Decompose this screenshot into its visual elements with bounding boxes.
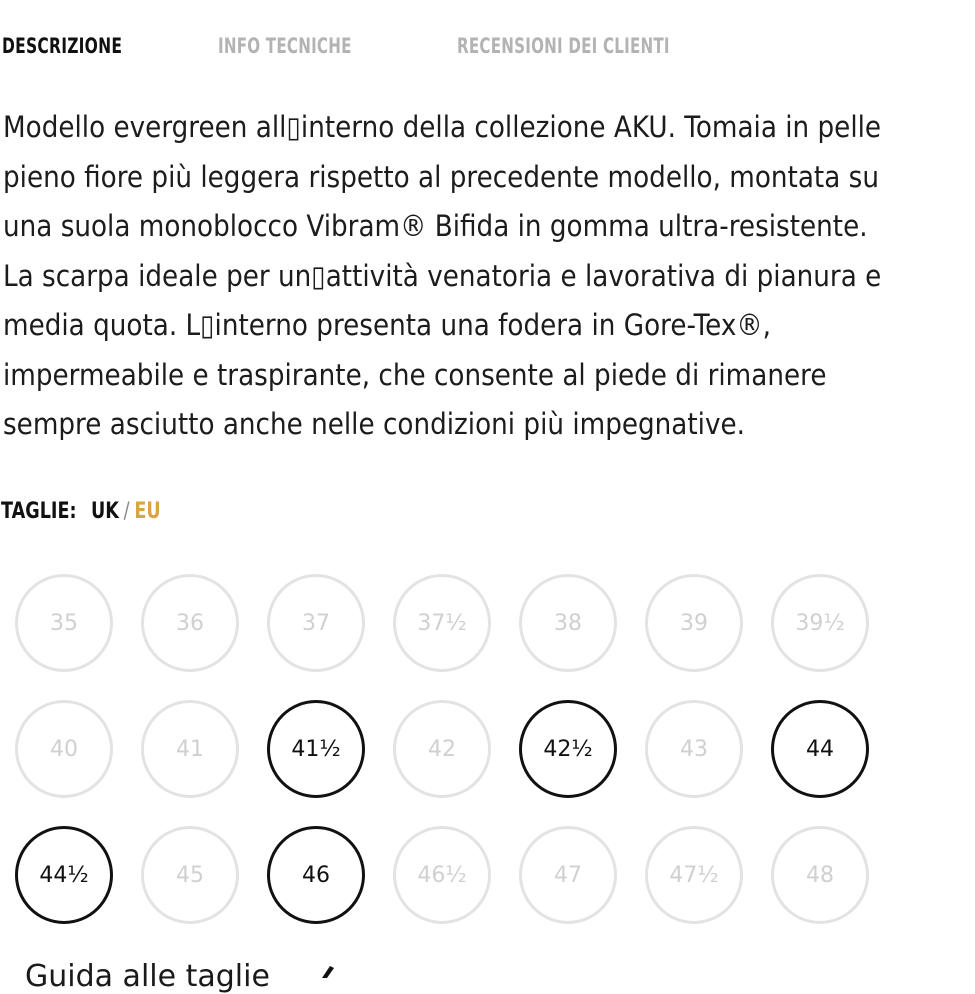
- size-option[interactable]: 38: [519, 574, 617, 672]
- size-system-eu-toggle[interactable]: EU: [134, 499, 161, 524]
- size-option[interactable]: 48: [771, 826, 869, 924]
- tab-description[interactable]: DESCRIZIONE: [2, 34, 123, 58]
- size-guide-link[interactable]: [25, 959, 270, 994]
- size-option[interactable]: 44: [771, 700, 869, 798]
- size-option[interactable]: 47½: [645, 826, 743, 924]
- size-option[interactable]: 41: [141, 700, 239, 798]
- description-line: La scarpa ideale per un▯​attività venatoria e lavorativa di pianura e: [3, 258, 882, 293]
- size-option[interactable]: 36: [141, 574, 239, 672]
- sizes-label: TAGLIE:: [1, 499, 77, 524]
- size-system-uk-toggle[interactable]: UK: [90, 499, 119, 524]
- size-option[interactable]: 47: [519, 826, 617, 924]
- description-line: media quota. L▯​interno presenta una fodera in Gore-Tex®,: [3, 308, 771, 342]
- size-option[interactable]: 39: [645, 574, 743, 672]
- size-option[interactable]: 46½: [393, 826, 491, 924]
- size-option[interactable]: 44½: [15, 826, 113, 924]
- size-option[interactable]: 41½: [267, 700, 365, 798]
- size-option[interactable]: 45: [141, 826, 239, 924]
- size-guide-label: Guida alle taglie: [25, 959, 270, 994]
- description-line: una suola monoblocco Vibram® Bifida in gomma ultra-resistente.: [3, 209, 868, 243]
- tab-customer-reviews[interactable]: RECENSIONI DEI CLIENTI: [457, 34, 670, 58]
- size-option[interactable]: 40: [15, 700, 113, 798]
- size-option[interactable]: 39½: [771, 574, 869, 672]
- size-system-separator: /: [123, 499, 130, 524]
- description-line: impermeabile e traspirante, che consente al piede di rimanere: [3, 357, 827, 392]
- description-line: pieno fiore più leggera rispetto al precedente modello, montata su: [3, 159, 879, 194]
- tab-technical-info[interactable]: INFO TECNICHE: [218, 34, 352, 58]
- size-option[interactable]: 42½: [519, 700, 617, 798]
- size-option[interactable]: 42: [393, 700, 491, 798]
- description-line: Modello evergreen all▯​interno della collezione AKU. Tomaia in pelle: [3, 110, 882, 144]
- product-description: [3, 103, 975, 450]
- size-option[interactable]: 35: [15, 574, 113, 672]
- description-line: sempre asciutto anche nelle condizioni più impegnative.: [3, 407, 746, 441]
- pencil-icon: [318, 964, 338, 978]
- size-option[interactable]: 37½: [393, 574, 491, 672]
- size-option[interactable]: 46: [267, 826, 365, 924]
- size-option[interactable]: 37: [267, 574, 365, 672]
- size-option[interactable]: 43: [645, 700, 743, 798]
- sizes-header: [1, 494, 161, 530]
